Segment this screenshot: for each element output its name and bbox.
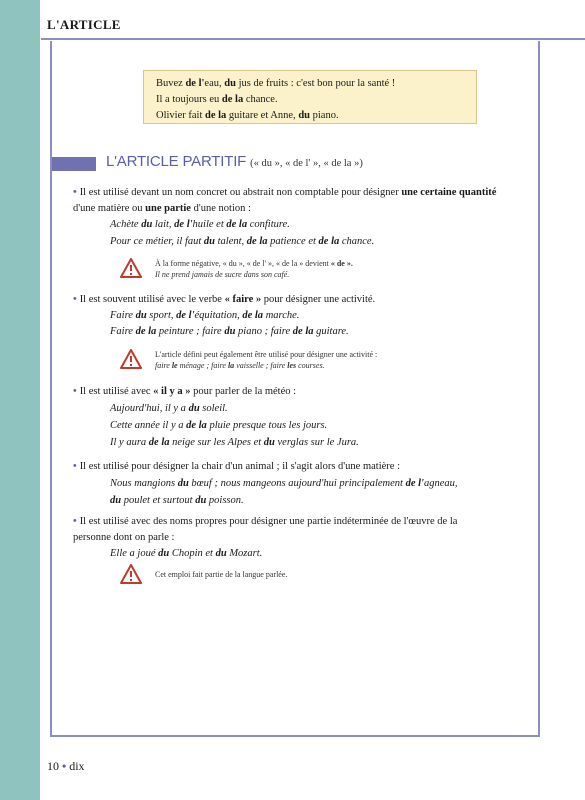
rule-2-warning (120, 349, 520, 377)
example-line: Olivier fait de la guitare et Anne, du piano. (156, 110, 339, 121)
rule-3-example-2: Cette année il y a de la pluie presque tous les jours. (110, 420, 328, 431)
rule-2-text: • Il est souvent utilisé avec le verbe « faire » pour désigner une activité. (73, 294, 376, 305)
examples-box (143, 70, 477, 124)
rule-4-example-1: Nous mangions du bœuf ; nous mangeons aujourd'hui principalement de l'agneau, (110, 478, 458, 489)
warning-triangle-icon (120, 349, 142, 369)
rule-5-text: • Il est utilisé avec des noms propres pour désigner une partie indéterminée de l'œuvre de la personne dont on parle : (73, 516, 458, 543)
example-line: Buvez de l'eau, du jus de fruits : c'est bon pour la santé ! (156, 78, 396, 89)
bullet-icon: • (73, 516, 77, 527)
rule-4-text: • Il est utilisé pour désigner la chair d'un animal ; il s'agit alors d'une matière : (73, 461, 400, 472)
rule-3-example-1: Aujourd'hui, il y a du soleil. (110, 403, 228, 414)
section-title-text: L'ARTICLE PARTITIF (106, 153, 247, 170)
bullet-icon: • (73, 461, 77, 472)
warning-triangle-icon (120, 564, 142, 584)
header-rule (41, 38, 585, 40)
warning-text: Cet emploi fait partie de la langue parlée. (155, 570, 288, 579)
section-marker-bar (52, 157, 96, 171)
footer-bullet: • (62, 759, 67, 773)
rule-1-example-1: Achète du lait, de l'huile et de la confiture. (110, 219, 290, 230)
warning-text: L'article défini peut également être utilisé pour désigner une activité : faire le ménage ; faire la vaisselle ; faire les courses. (155, 350, 378, 370)
bullet-icon: • (73, 187, 77, 198)
rule-1-example-2: Pour ce métier, il faut du talent, de la patience et de la chance. (110, 236, 375, 247)
left-sidebar-band (0, 0, 40, 800)
warning-triangle-icon (120, 258, 142, 278)
rule-1-text: • Il est utilisé devant un nom concret ou abstrait non comptable pour désigner une certaine quantité d'une matière ou une partie d'une notion : (73, 187, 497, 214)
page-footer (47, 759, 85, 774)
rule-2-example-1: Faire du sport, de l'équitation, de la marche. (110, 310, 300, 321)
rule-3-text: • Il est utilisé avec « il y a » pour parler de la météo : (73, 386, 297, 397)
warning-text: À la forme négative, « du », « de l' », « de la » devient « de ». Il ne prend jamais de sucre dans son café. (155, 259, 353, 279)
rule-2-example-2: Faire de la peinture ; faire du piano ; faire de la guitare. (110, 326, 349, 337)
rule-4-example-2: du poulet et surtout du poisson. (110, 495, 244, 506)
section-subtitle: (« du », « de l' », « de la ») (250, 158, 363, 169)
rule-3-example-3: Il y aura de la neige sur les Alpes et du verglas sur le Jura. (110, 437, 359, 448)
bullet-icon: • (73, 386, 77, 397)
bullet-icon: • (73, 294, 77, 305)
example-line: Il a toujours eu de la chance. (156, 94, 278, 105)
section-title (106, 153, 363, 170)
page-header-title: L'ARTICLE (47, 17, 121, 32)
rule-1-warning (120, 258, 520, 286)
rule-5-example-1: Elle a joué du Chopin et du Mozart. (110, 548, 263, 559)
page-number: 10 (47, 759, 59, 773)
rule-5-warning (120, 564, 520, 592)
page-word: dix (69, 759, 85, 773)
